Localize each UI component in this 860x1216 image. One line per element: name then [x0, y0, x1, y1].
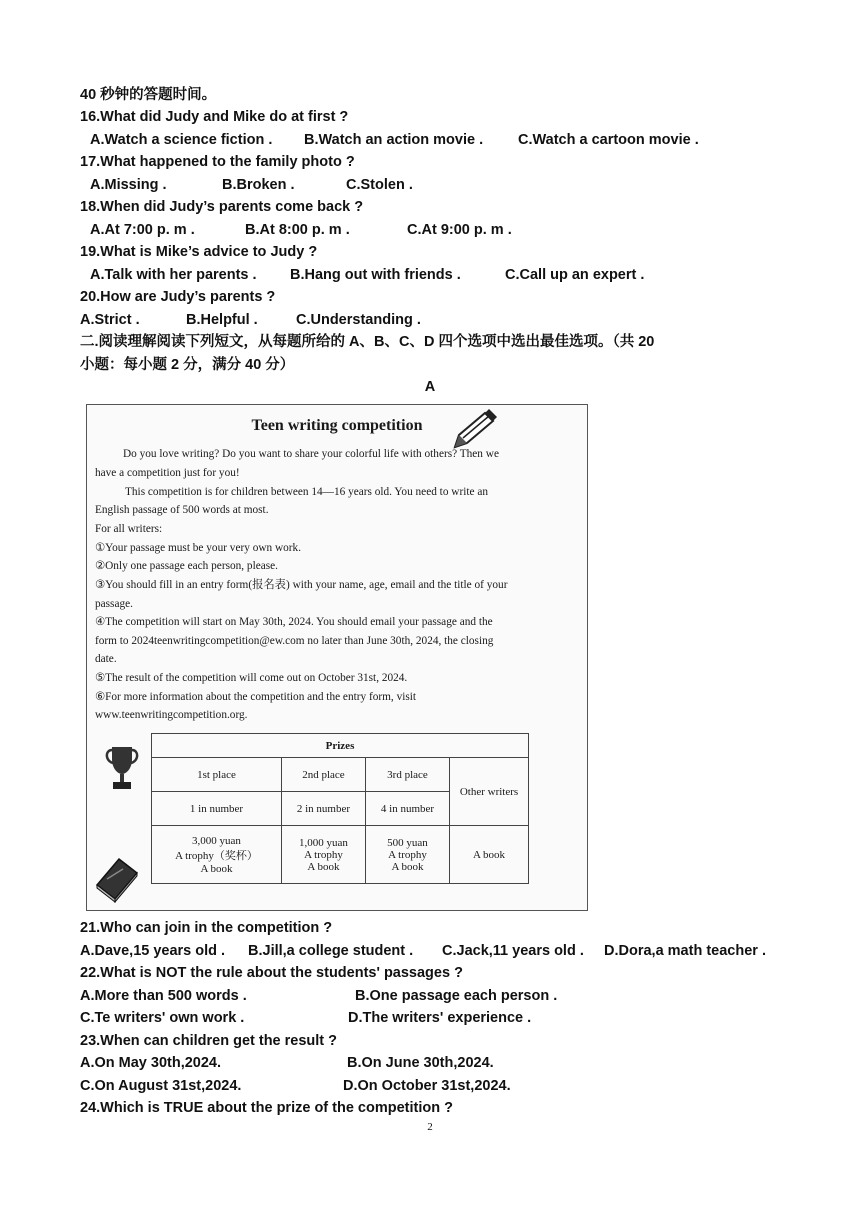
question-19: 19.What is Mike’s advice to Judy ? [80, 244, 318, 260]
option-16b: B.Watch an action movie . [304, 132, 484, 148]
option-21b: B.Jill,a college student . [248, 943, 414, 959]
option-22c: C.Te writers' own work . [80, 1010, 245, 1026]
passage-label: A [424, 379, 436, 395]
book-icon [93, 855, 141, 903]
question-23: 23.When can children get the result ? [80, 1033, 338, 1049]
page-number: 2 [427, 1121, 433, 1133]
option-22d: D.The writers' experience . [348, 1010, 532, 1026]
option-17b: B.Broken . [222, 177, 295, 193]
notice-line: English passage of 500 words at most. [95, 504, 269, 516]
option-16c: C.Watch a cartoon movie . [518, 132, 699, 148]
prize-cell [365, 826, 449, 884]
place-cell: 2nd place [281, 758, 365, 792]
question-16: 16.What did Judy and Mike do at first ? [80, 109, 349, 125]
prize-cell [450, 826, 529, 884]
prize-money: 500 yuan [387, 836, 428, 849]
notice-line: Do you love writing? Do you want to share your colorful life with others? Then we [123, 448, 499, 460]
notice-rule-5: ⑤The result of the competition will come out on October 31st, 2024. [95, 672, 408, 684]
option-17c: C.Stolen . [346, 177, 413, 193]
section-2-heading-cont: 小题：每小题 2 分，满分 40 分） [80, 357, 295, 373]
place-cell: 3rd place [365, 758, 449, 792]
notice-line: form to 2024teenwritingcompetition@ew.com no later than June 30th, 2024, the closing [95, 635, 494, 647]
option-21d: D.Dora,a math teacher . [604, 943, 766, 959]
notice-rule-1: ①Your passage must be your very own work. [95, 542, 302, 554]
prize-book: A book [472, 848, 506, 861]
notice-title: Teen writing competition [251, 417, 423, 434]
option-23b: B.On June 30th,2024. [347, 1055, 494, 1071]
option-20a: A.Strict . [80, 312, 140, 328]
notice-line: date. [95, 653, 117, 665]
notice-rule-6: ⑥For more information about the competition and the entry form, visit [95, 691, 417, 703]
option-19a: A.Talk with her parents . [90, 267, 257, 283]
count-cell: 1 in number [152, 792, 282, 826]
notice-rule-2: ②Only one passage each person, please. [95, 560, 278, 572]
count-cell: 2 in number [281, 792, 365, 826]
notice-line: passage. [95, 598, 133, 610]
notice-line: This competition is for children between 14—16 years old. You need to write an [125, 486, 488, 498]
pencil-icon [449, 407, 501, 451]
section-2-heading: 二.阅读理解阅读下列短文，从每题所给的 A、B、C、D 四个选项中选出最佳选项。（共 20 [80, 334, 655, 350]
option-17a: A.Missing . [90, 177, 167, 193]
option-23a: A.On May 30th,2024. [80, 1055, 222, 1071]
option-21c: C.Jack,11 years old . [442, 943, 584, 959]
prize-money: 3,000 yuan [192, 834, 241, 847]
option-18c: C.At 9:00 p. m . [407, 222, 512, 238]
option-21a: A.Dave,15 years old . [80, 943, 226, 959]
prize-book: A book [200, 862, 233, 875]
prize-book: A book [391, 860, 424, 873]
prize-trophy: A trophy [388, 848, 427, 861]
prize-cell [281, 826, 365, 884]
option-23d: D.On October 31st,2024. [343, 1078, 511, 1094]
other-writers-cell: Other writers [450, 758, 529, 826]
option-20c: C.Understanding . [296, 312, 421, 328]
prize-cell [152, 826, 282, 884]
notice-line: have a competition just for you! [95, 467, 240, 479]
option-16a: A.Watch a science fiction . [90, 132, 273, 148]
count-cell: 4 in number [365, 792, 449, 826]
notice-line: For all writers: [95, 523, 163, 535]
option-20b: B.Helpful . [186, 312, 258, 328]
prize-trophy: A trophy [304, 848, 343, 861]
intro-line: 40 秒钟的答题时间。 [80, 87, 217, 103]
prize-money: 1,000 yuan [299, 836, 348, 849]
prize-trophy: A trophy（奖杯） [175, 849, 258, 862]
notice-rule-4: ④The competition will start on May 30th, 2024. You should email your passage and the [95, 616, 493, 628]
prizes-heading: Prizes [152, 734, 529, 758]
option-22b: B.One passage each person . [355, 988, 558, 1004]
question-20: 20.How are Judy’s parents ? [80, 289, 276, 305]
question-22: 22.What is NOT the rule about the students' passages ? [80, 965, 463, 981]
competition-notice [86, 404, 588, 911]
question-18: 18.When did Judy’s parents come back ? [80, 199, 364, 215]
option-23c: C.On August 31st,2024. [80, 1078, 242, 1094]
prizes-table [151, 733, 529, 884]
option-22a: A.More than 500 words . [80, 988, 247, 1004]
trophy-icon [103, 743, 141, 793]
option-19b: B.Hang out with friends . [290, 267, 461, 283]
place-cell: 1st place [152, 758, 282, 792]
question-21: 21.Who can join in the competition ? [80, 920, 333, 936]
option-18b: B.At 8:00 p. m . [245, 222, 350, 238]
prize-book: A book [307, 860, 340, 873]
question-24: 24.Which is TRUE about the prize of the competition ? [80, 1100, 453, 1116]
option-19c: C.Call up an expert . [505, 267, 645, 283]
notice-rule-3: ③You should fill in an entry form(报名表) with your name, age, email and the title of your [95, 579, 508, 591]
option-18a: A.At 7:00 p. m . [90, 222, 195, 238]
question-17: 17.What happened to the family photo ? [80, 154, 355, 170]
notice-website: www.teenwritingcompetition.org. [95, 709, 248, 721]
